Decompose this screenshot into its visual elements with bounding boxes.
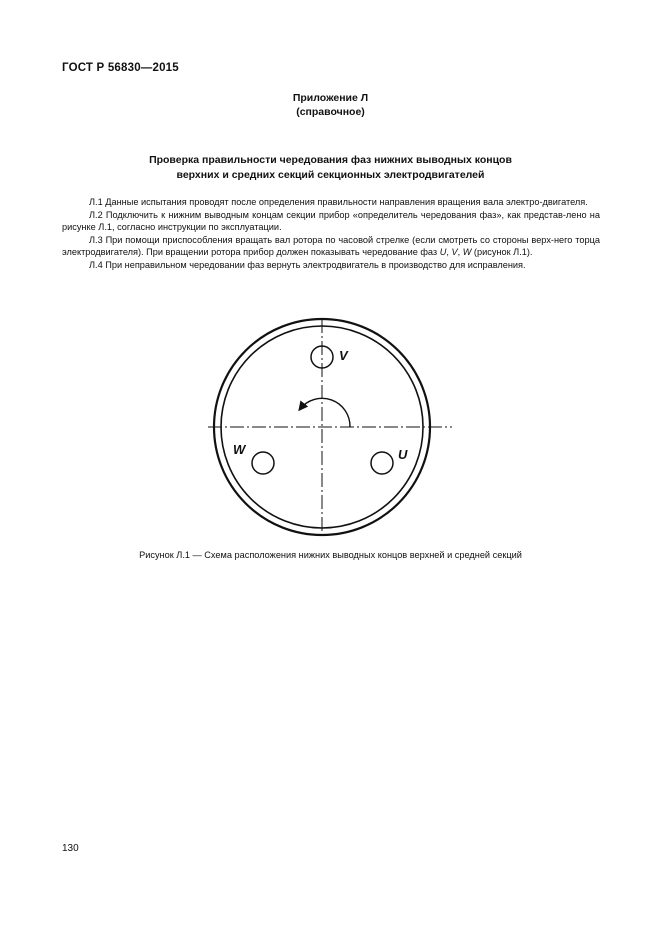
paragraph-l3 — [62, 234, 600, 259]
appendix-type: (справочное) — [296, 106, 365, 118]
section-title-line-2: верхних и средних секций секционных электродвигателей — [176, 169, 485, 181]
rotation-arrow — [300, 398, 350, 427]
paragraph-l4: Л.4 При неправильном чередовании фаз вернуть электродвигатель в производство для исправления. — [89, 259, 526, 270]
terminal-u-hole — [371, 452, 393, 474]
body-text — [62, 196, 600, 272]
label-w: W — [233, 442, 246, 457]
phase-u-text: U — [439, 247, 447, 258]
figure-caption: Рисунок Л.1 — Схема расположения нижних выводных концов верхней и средней секций — [139, 550, 522, 560]
phase-diagram-svg — [208, 317, 456, 543]
paragraph-l2: Л.2 Подключить к нижним выводным концам секции прибор «определитель чередования фаз», как представ-лено на рисунке Л.1, согласно инструкции по эксплуатации. — [62, 209, 600, 233]
separator: , — [457, 247, 463, 258]
section-title — [0, 153, 661, 183]
label-u: U — [398, 447, 408, 462]
document-header: ГОСТ Р 56830—2015 — [62, 62, 179, 74]
paragraph-l3-end: (рисунок Л.1). — [471, 247, 533, 258]
phase-v-text: V — [451, 247, 458, 258]
appendix-title: Приложение Л — [292, 92, 369, 104]
separator: , — [446, 247, 452, 258]
terminal-w-hole — [252, 452, 274, 474]
section-title-line-1: Проверка правильности чередования фаз нижних выводных концов — [149, 154, 512, 166]
page-number: 130 — [62, 843, 79, 854]
phase-diagram — [208, 317, 456, 543]
phase-w-text: W — [462, 247, 472, 258]
paragraph-l3-text: Л.3 При помощи приспособления вращать вал ротора по часовой стрелке (если смотреть со стороны верх-него торца электродвигателя). При вращении ротора прибор должен показывать чередование фаз — [62, 234, 600, 258]
label-v: V — [339, 348, 348, 363]
appendix-heading — [0, 91, 661, 119]
paragraph-l1: Л.1 Данные испытания проводят после определения правильности направления вращения вала электро-двигателя. — [89, 197, 588, 207]
